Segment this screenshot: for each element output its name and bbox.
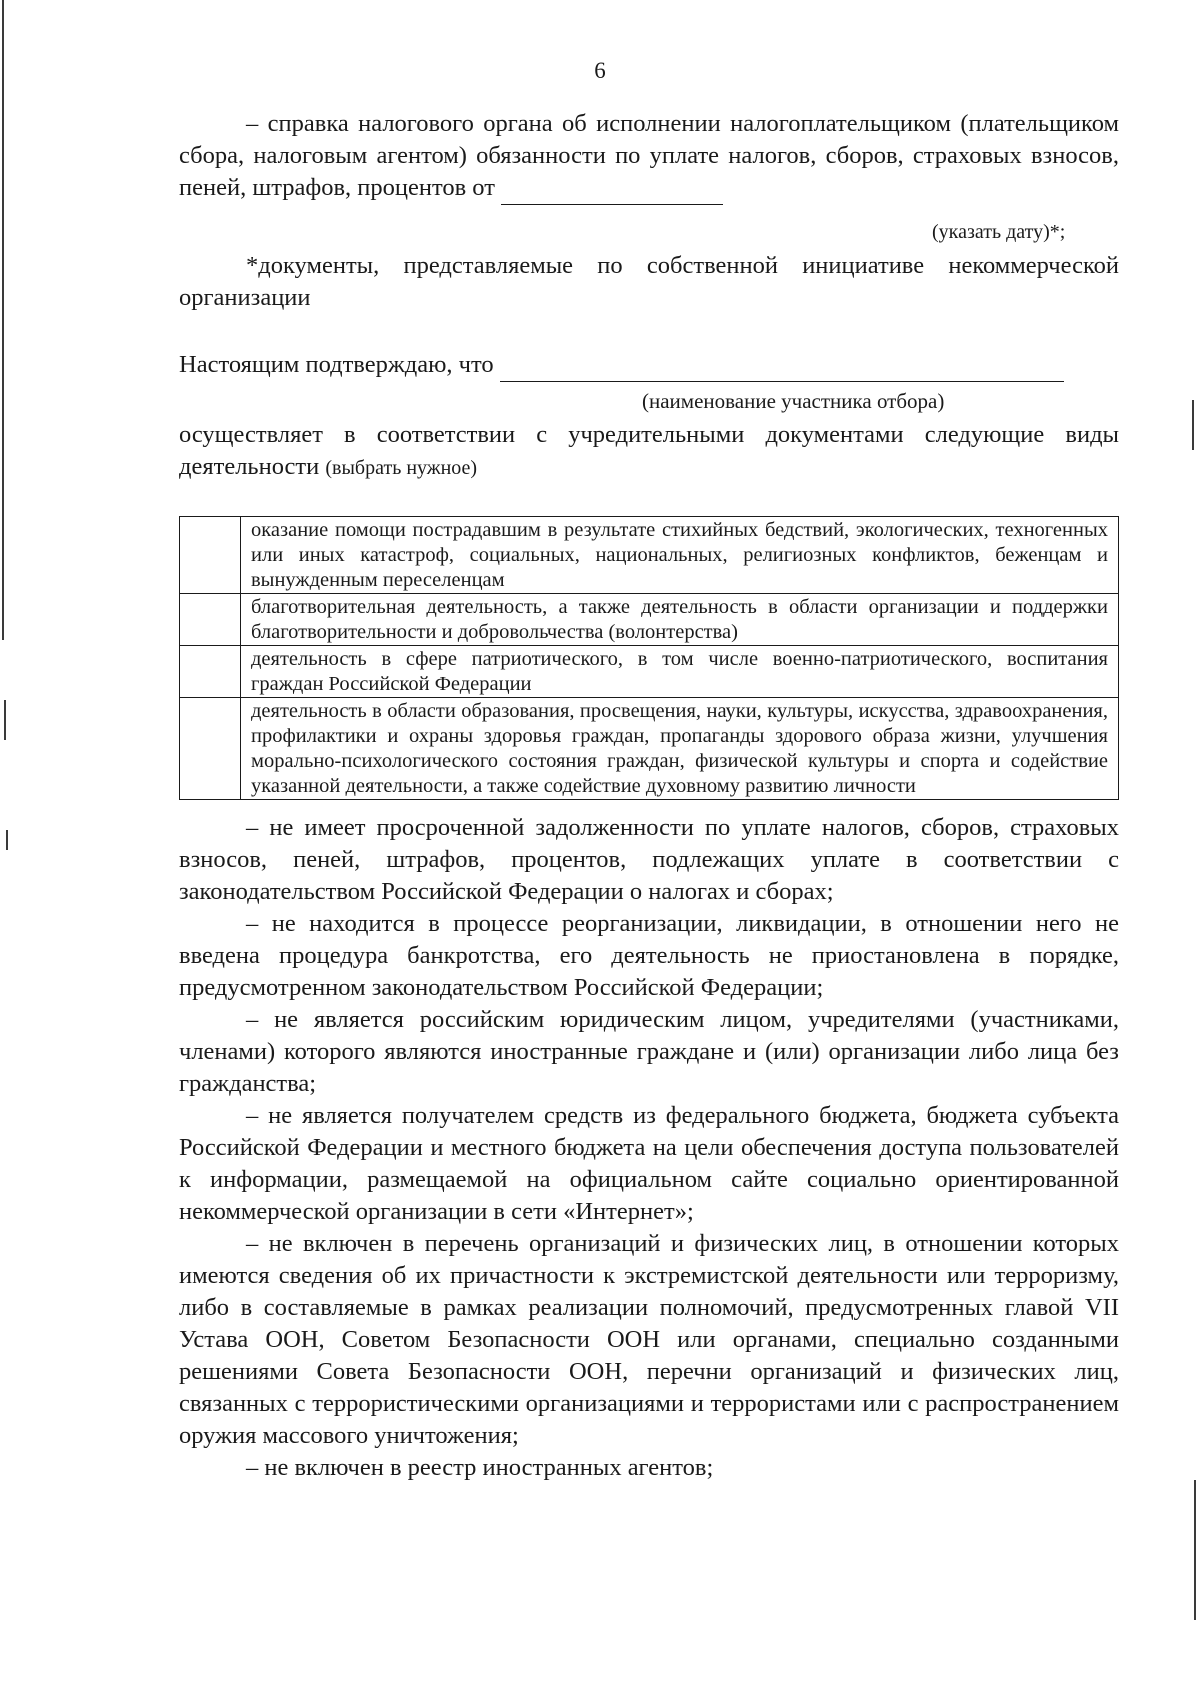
activity-checkbox[interactable] [180, 698, 241, 800]
activity-row [180, 698, 1119, 800]
statement-paragraph: – не включен в реестр иностранных агентов; [246, 1454, 714, 1481]
activity-row [180, 646, 1119, 698]
confirm-prefix-line: Настоящим подтверждаю, что [179, 349, 1119, 382]
statement-paragraph: – не является российским юридическим лицом, учредителями (участниками, членами) которого являются иностранные граждане и (или) организации либо лица без гражданства; [179, 1006, 1119, 1097]
activity-row [180, 517, 1119, 594]
activity-checkbox[interactable] [180, 594, 241, 646]
footnote-text: *документы, представляемые по собственной инициативе некоммерческой организации [179, 252, 1119, 311]
participant-name-fill-line [500, 349, 1064, 382]
activities-intro [179, 419, 1119, 484]
activities-intro-text: осуществляет в соответствии с учредительными документами следующие виды деятельности (выбрать нужное) [179, 421, 1119, 480]
scan-edge-mark [1194, 1480, 1196, 1620]
scan-edge-mark [4, 700, 6, 740]
statement-paragraph: – не включен в перечень организаций и физических лиц, в отношении которых имеются сведения об их причастности к экстремистской деятельности или терроризму, либо в составляемые в рамках реализации полномочий, предусмотренных главой VII Устава ООН, Советом Безопасности ООН или органами, специально созданными решениями Совета Безопасности ООН, перечни организаций и физических лиц, связанных с террористическими организациями и террористами или с распространением оружия массового уничтожения; [179, 1230, 1119, 1449]
page-number: 6 [594, 58, 606, 83]
activities-table [179, 516, 1119, 800]
statements-block [179, 812, 1119, 1484]
activity-text: деятельность в сфере патриотического, в том числе военно-патриотического, воспитания граждан Российской Федерации [241, 646, 1119, 698]
scan-edge-mark [2, 0, 4, 640]
statement-paragraph: – не имеет просроченной задолженности по уплате налогов, сборов, страховых взносов, пеней, штрафов, процентов, подлежащих уплате в соответствии с законодательством Российской Федерации о налогах и сборах; [179, 814, 1119, 905]
participant-name-hint: (наименование участника отбора) [642, 389, 945, 413]
scan-edge-mark [1192, 400, 1194, 450]
scan-edge-mark [6, 830, 8, 850]
statement-paragraph: – не находится в процессе реорганизации, ликвидации, в отношении него не введена процедура банкротства, его деятельность не приостановлена в порядке, предусмотренном законодательством Российской Федерации; [179, 910, 1119, 1001]
confirm-block [179, 349, 1119, 382]
date-fill-line [501, 172, 723, 205]
activity-checkbox[interactable] [180, 646, 241, 698]
footnote-block [179, 250, 1119, 314]
statement-paragraph: – не является получателем средств из федерального бюджета, бюджета субъекта Российской Федерации и местного бюджета на цели обеспечения доступа пользователей к информации, размещаемой на официальном сайте социально ориентированной некоммерческой организации в сети «Интернет»; [179, 1102, 1119, 1225]
choose-hint: (выбрать нужное) [325, 457, 478, 479]
activity-text: деятельность в области образования, просвещения, науки, культуры, искусства, здравоохранения, профилактики и охраны здоровья граждан, пропаганды здорового образа жизни, улучшения морально-психологического состояния граждан, физической культуры и спорта и содействие указанной деятельности, а также содействие духовному развитию личности [241, 698, 1119, 800]
activity-checkbox[interactable] [180, 517, 241, 594]
activity-row [180, 594, 1119, 646]
certificate-item [179, 108, 1119, 205]
certificate-text: – справка налогового органа об исполнении налогоплательщиком (плательщиком сбора, налоговым агентом) обязанности по уплате налогов, сборов, страховых взносов, пеней, штрафов, процентов от [179, 108, 1119, 205]
activity-text: благотворительная деятельность, а также деятельность в области организации и поддержки благотворительности и добровольчества (волонтерства) [241, 594, 1119, 646]
activity-text: оказание помощи пострадавшим в результате стихийных бедствий, экологических, техногенных или иных катастроф, социальных, национальных, религиозных конфликтов, беженцам и вынужденным переселенцам [241, 517, 1119, 594]
date-hint: (указать дату)*; [932, 221, 1066, 243]
